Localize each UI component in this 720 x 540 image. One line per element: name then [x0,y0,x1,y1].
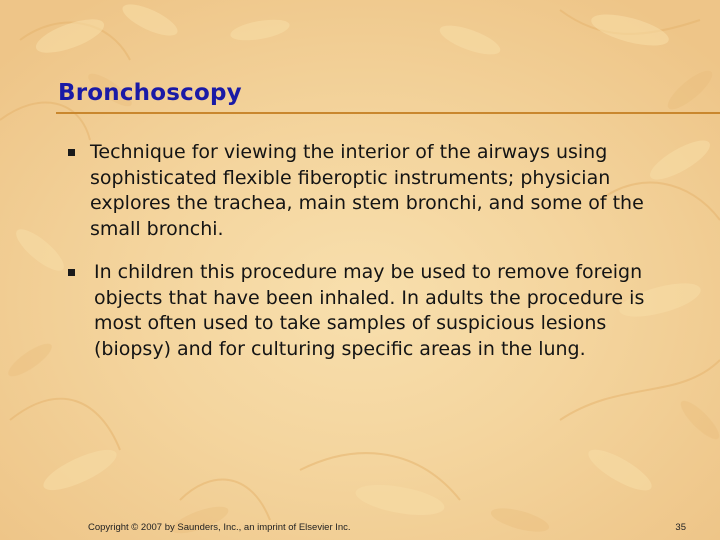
bullet-text: In children this procedure may be used to remove foreign objects that have been inhaled. In adults the procedure is most often used to take samples of suspicious lesions (biopsy) and for culturing specific areas in the lung. [94,261,645,360]
bullet-list [68,140,668,380]
square-bullet-icon [68,269,75,276]
square-bullet-icon [68,149,75,156]
bullet-text: Technique for viewing the interior of the airways using sophisticated flexible fiberoptic instruments; physician explores the trachea, main stem bronchi, and some of the small bronchi. [90,141,644,240]
copyright-footer: Copyright © 2007 by Saunders, Inc., an imprint of Elsevier Inc. [88,522,351,533]
bullet-item [68,140,668,242]
slide-title: Bronchoscopy [58,80,242,106]
bullet-item [68,260,668,362]
title-underline [56,112,720,114]
page-number: 35 [675,522,686,533]
